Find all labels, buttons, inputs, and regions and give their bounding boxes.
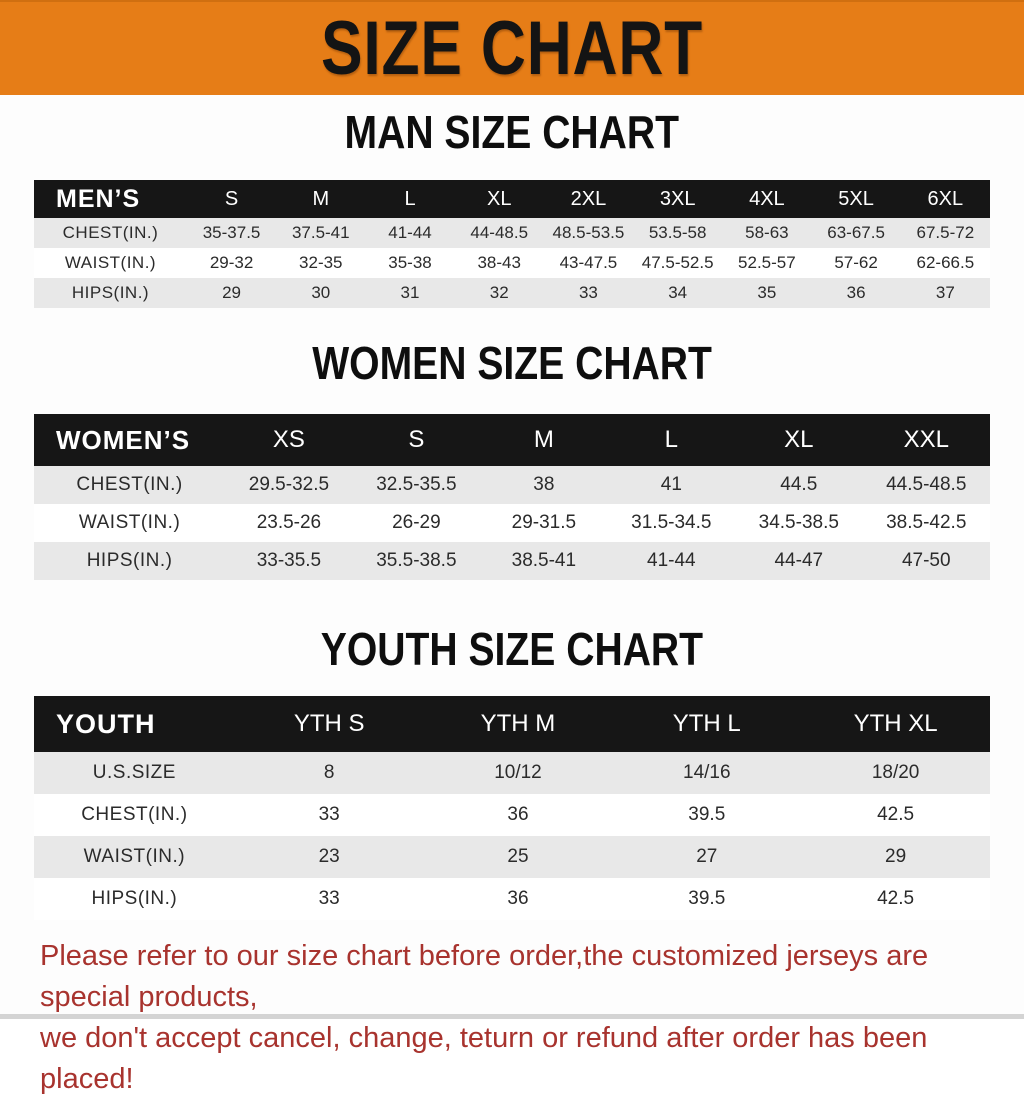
size-column-header: L [664,426,678,453]
size-value-cell: 37 [935,283,955,302]
size-column-header: 4XL [749,187,785,210]
banner-title: SIZE CHART [320,5,704,91]
size-value-cell: 10/12 [494,762,542,783]
size-value-cell: 34 [668,283,688,302]
size-value-cell: 44-47 [774,550,824,571]
size-value-cell: 35-37.5 [202,223,261,242]
size-value-cell: 38-43 [477,253,521,272]
row-label: U.S.SIZE [92,762,176,783]
women-section-heading-text: WOMEN SIZE CHART [312,337,712,389]
size-value-cell: 31 [400,283,420,302]
men-section-heading [0,107,1024,157]
disclaimer-line-2: we don't accept cancel, change, teturn or refund after order has been placed! [40,1022,928,1095]
row-label: WAIST(IN.) [64,253,157,272]
youth-table-body [34,752,990,920]
women-size-section [0,338,1024,580]
size-value-cell: 29-32 [209,253,254,272]
size-column-header: L [404,187,416,210]
table-corner-label: MEN’S [56,184,141,213]
size-column-header: M [312,187,330,210]
size-value-cell: 8 [323,762,335,783]
size-value-cell: 23.5-26 [256,512,322,533]
size-column-header: 2XL [570,187,607,210]
size-value-cell: 67.5-72 [916,223,975,242]
row-label: HIPS(IN.) [71,283,150,302]
size-column-header: XL [784,426,814,453]
size-value-cell: 62-66.5 [916,253,975,272]
size-value-cell: 29.5-32.5 [248,474,330,495]
table-corner-label: WOMEN’S [56,424,191,455]
youth-table-header-row [34,696,990,752]
table-row [34,794,990,836]
table-row [34,542,990,580]
women-section-heading [0,338,1024,388]
size-column-header: XL [486,187,512,210]
row-label: CHEST(IN.) [62,223,159,242]
men-section-heading-text: MAN SIZE CHART [344,106,680,158]
size-value-cell: 53.5-58 [648,223,707,242]
size-column-header: YTH M [480,710,556,737]
table-row [34,836,990,878]
youth-size-section [0,624,1024,920]
row-label: HIPS(IN.) [86,550,173,571]
size-value-cell: 41-44 [388,223,432,242]
row-label: CHEST(IN.) [81,804,188,825]
size-column-header: YTH S [293,710,365,737]
size-column-header: M [533,426,554,453]
size-value-cell: 33 [318,804,340,825]
size-value-cell: 48.5-53.5 [552,223,625,242]
size-value-cell: 29-31.5 [511,512,577,533]
size-value-cell: 33 [578,283,598,302]
size-value-cell: 27 [696,846,718,867]
men-table-body [34,218,990,308]
women-table-header-row [34,414,990,466]
size-value-cell: 57-62 [834,253,878,272]
size-value-cell: 42.5 [877,804,915,825]
size-value-cell: 41-44 [647,550,696,571]
table-row [34,248,990,278]
size-value-cell: 35-38 [388,253,432,272]
size-column-header: S [224,187,239,210]
size-column-header: YTH L [672,710,741,737]
size-column-header: S [408,426,425,453]
size-value-cell: 52.5-57 [738,253,796,272]
size-value-cell: 35 [757,283,777,302]
men-size-section [0,107,1024,308]
size-value-cell: 23 [318,846,340,867]
table-row [34,504,990,542]
size-value-cell: 18/20 [871,762,920,783]
size-value-cell: 39.5 [688,888,726,909]
size-value-cell: 44-48.5 [470,223,529,242]
row-label: HIPS(IN.) [91,888,178,909]
table-row [34,466,990,504]
row-label: WAIST(IN.) [83,846,186,867]
size-column-header: XXL [903,426,949,453]
table-row [34,752,990,794]
size-value-cell: 36 [507,888,529,909]
size-value-cell: 47.5-52.5 [641,253,714,272]
table-row [34,878,990,920]
size-value-cell: 37.5-41 [291,223,350,242]
banner [0,0,1024,95]
table-row [34,278,990,308]
size-value-cell: 35.5-38.5 [376,550,457,571]
row-label: CHEST(IN.) [76,474,183,495]
size-value-cell: 41 [660,474,682,495]
size-value-cell: 36 [846,283,866,302]
size-value-cell: 32.5-35.5 [376,474,457,495]
size-value-cell: 58-63 [745,223,789,242]
size-column-header: YTH XL [853,710,938,737]
men-size-table [34,180,990,308]
size-column-header: XS [272,426,305,453]
table-corner-label: YOUTH [56,708,156,739]
bottom-edge-strip [0,1014,1024,1019]
size-value-cell: 29 [222,283,242,302]
size-value-cell: 14/16 [683,762,731,783]
women-size-table [34,414,990,580]
size-value-cell: 33 [318,888,340,909]
row-label: WAIST(IN.) [78,512,181,533]
size-value-cell: 38 [533,474,555,495]
size-value-cell: 38.5-41 [511,550,577,571]
size-value-cell: 32-35 [299,253,343,272]
size-column-header: 5XL [838,187,874,210]
table-row [34,218,990,248]
size-column-header: 6XL [927,187,964,210]
size-value-cell: 44.5 [780,474,818,495]
disclaimer-line-1: Please refer to our size chart before order,the customized jerseys are special products, [40,940,929,1013]
size-value-cell: 43-47.5 [559,253,618,272]
size-value-cell: 25 [507,846,529,867]
size-value-cell: 31.5-34.5 [631,512,712,533]
size-value-cell: 38.5-42.5 [886,512,967,533]
size-value-cell: 36 [507,804,529,825]
youth-size-table [34,696,990,920]
women-table-body [34,466,990,580]
size-value-cell: 42.5 [877,888,915,909]
size-value-cell: 34.5-38.5 [758,512,839,533]
men-table-header-row [34,180,990,218]
size-column-header: 3XL [659,187,696,210]
youth-section-heading-text: YOUTH SIZE CHART [320,623,704,675]
youth-section-heading [0,624,1024,674]
size-value-cell: 39.5 [688,804,726,825]
size-value-cell: 44.5-48.5 [886,474,967,495]
size-value-cell: 29 [885,846,907,867]
size-value-cell: 32 [489,283,509,302]
size-value-cell: 63-67.5 [827,223,885,242]
size-value-cell: 26-29 [392,512,441,533]
size-value-cell: 47-50 [901,550,951,571]
size-value-cell: 30 [311,283,331,302]
size-value-cell: 33-35.5 [256,550,322,571]
